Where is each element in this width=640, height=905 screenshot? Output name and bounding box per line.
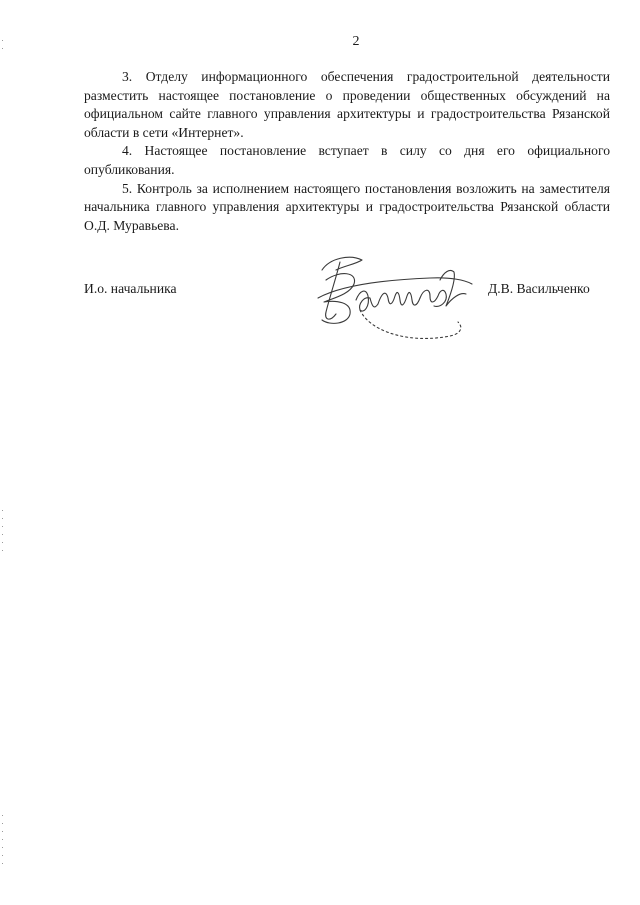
scan-edge-marks bbox=[2, 510, 6, 560]
signatory-position: И.о. начальника bbox=[84, 281, 177, 296]
paragraph-5: 5. Контроль за исполнением настоящего постановления возложить на заместителя начальника главного управления архитектуры и градостроительства Рязанской области О.Д. Муравьева. bbox=[84, 180, 610, 233]
document-body bbox=[84, 68, 610, 235]
paragraph-3: 3. Отделу информационного обеспечения градостроительной деятельности разместить настоящее постановление о проведении общественных обсуждений на официальном сайте главного управления архитектуры и градостроительства Рязанской области в сети «Интернет». bbox=[84, 69, 610, 140]
paragraph-4: 4. Настоящее постановление вступает в силу со дня его официального опубликования. bbox=[84, 143, 610, 177]
scan-edge-marks bbox=[2, 40, 6, 60]
scan-edge-marks bbox=[2, 815, 6, 875]
page-number: 2 bbox=[352, 34, 360, 49]
signatory-name: Д.В. Васильченко bbox=[488, 281, 590, 296]
handwritten-signature bbox=[300, 240, 480, 350]
